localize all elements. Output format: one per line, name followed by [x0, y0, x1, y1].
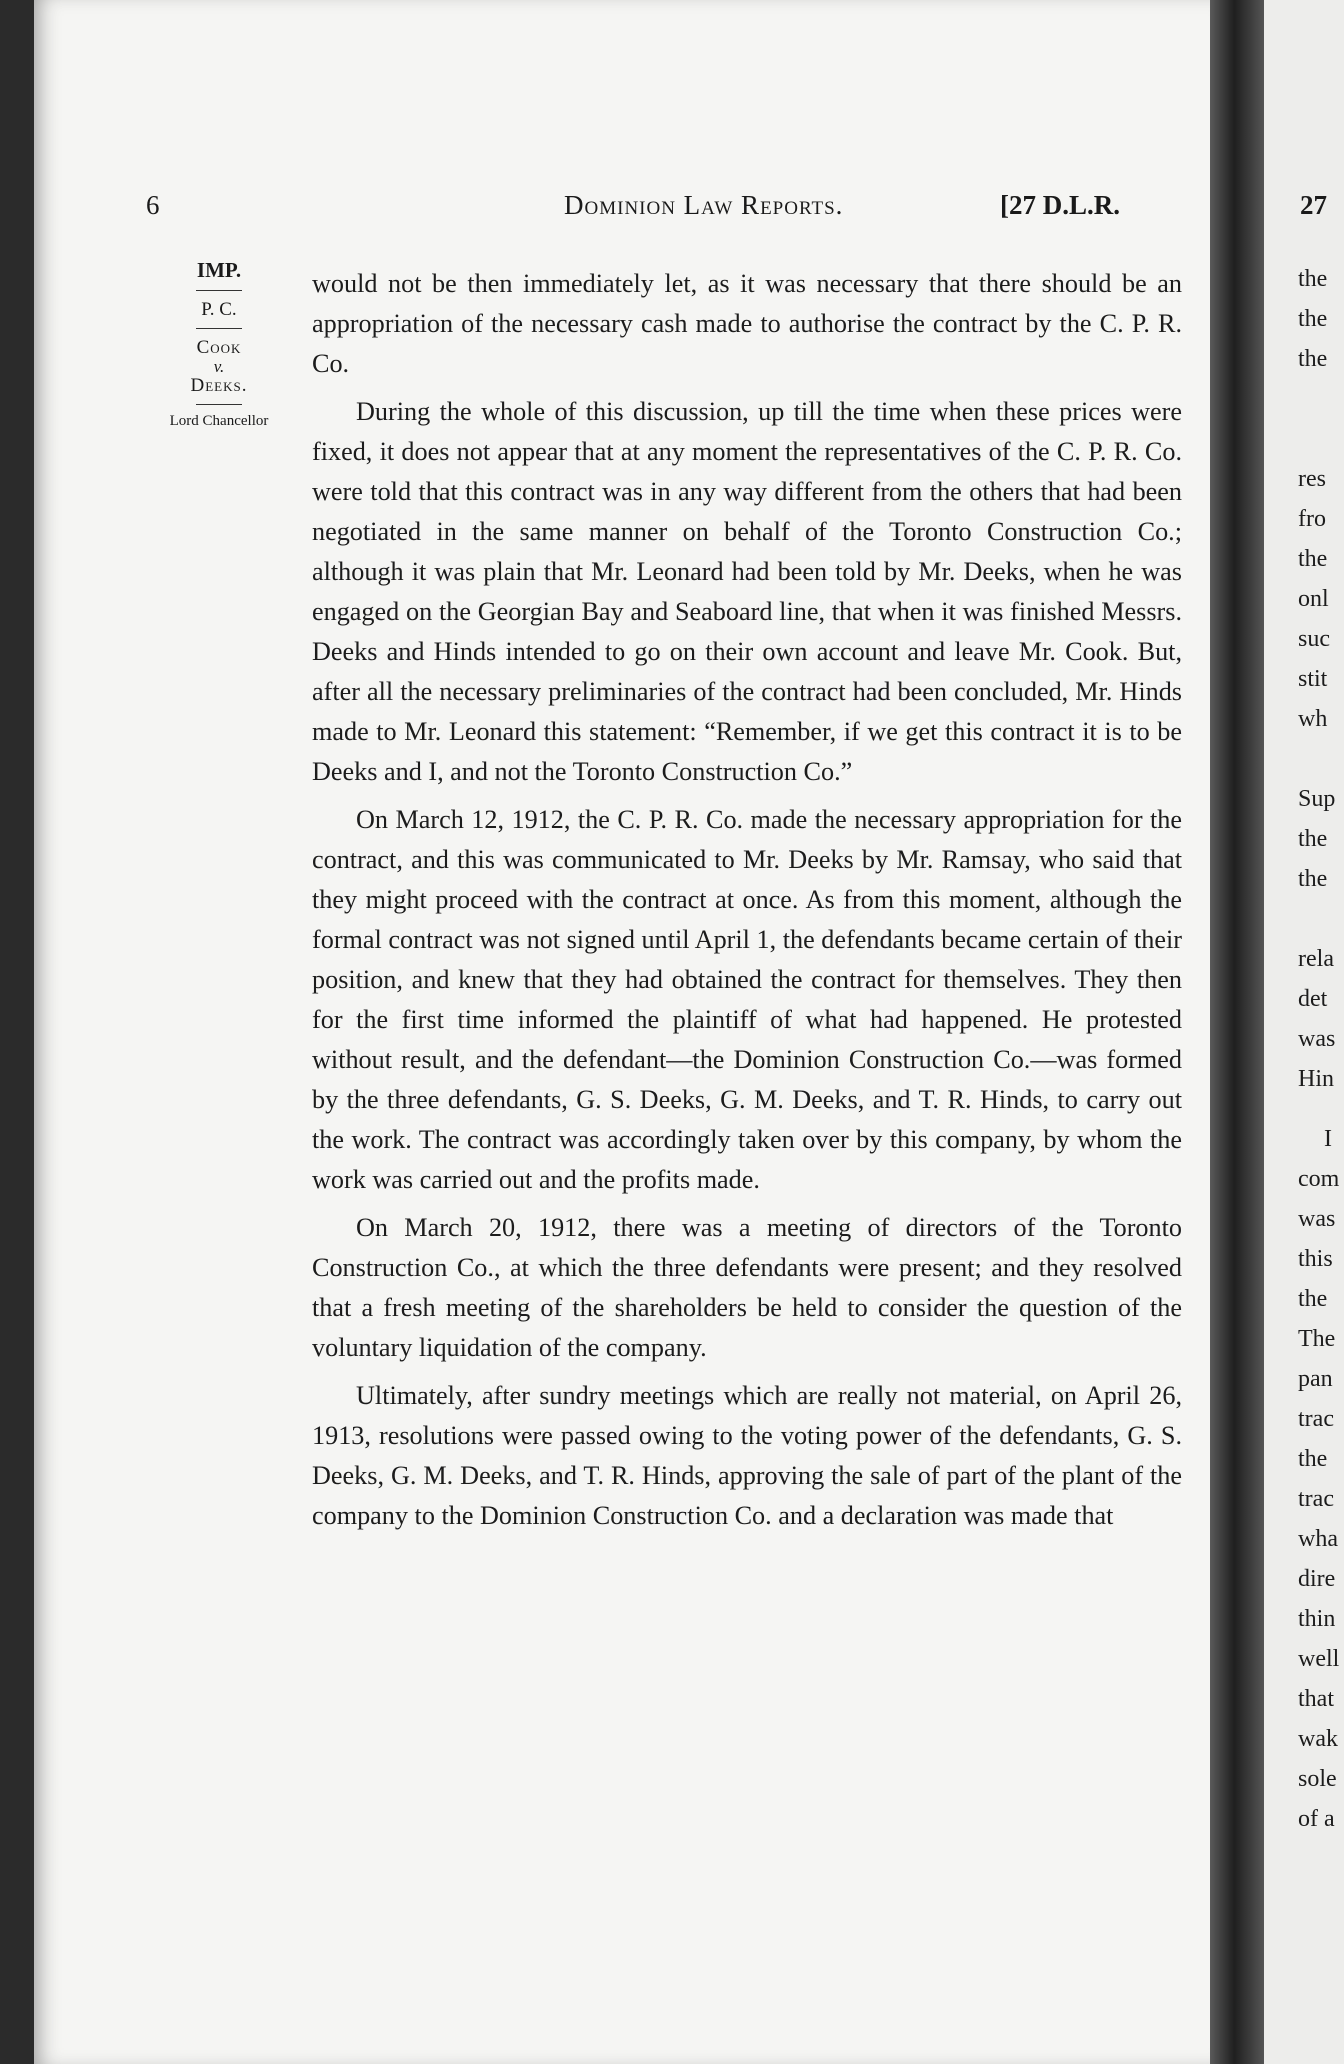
facing-page-line: the — [1298, 306, 1328, 332]
versus: v. — [213, 357, 225, 376]
divider — [196, 328, 242, 329]
facing-page-line: the — [1298, 826, 1328, 852]
facing-page-line: the — [1298, 266, 1328, 292]
paragraph: On March 12, 1912, the C. P. R. Co. made the necessary appropriation for the contract, and this was communicated to Mr. Deeks by Mr. Ramsay, who said that they might proceed with the contract at once. As from this moment, although the formal contract was not signed until April 1, the defendants became certain of their position, and knew that they had obtained the contract for themselves. They then for the first time informed the plaintiff of what had happened. He protested without result, and the defendant—the Dominion Construction Co.—was formed by the three defendants, G. S. Deeks, G. M. Deeks, and T. R. Hinds, to carry out the work. The contract was accordingly taken over by this company, by whom the work was carried out and the profits made. — [312, 805, 1182, 1194]
facing-page-line: this — [1298, 1246, 1333, 1272]
facing-page-head: 27 — [1300, 190, 1327, 220]
body-text — [312, 264, 1182, 1544]
facing-page-line: det — [1298, 986, 1328, 1012]
facing-page-line: the — [1298, 1446, 1328, 1472]
book-gutter — [1210, 0, 1264, 2064]
facing-page-line: sole — [1298, 1766, 1337, 1792]
paragraph: On March 20, 1912, there was a meeting of directors of the Toronto Construction Co., at which the three defendants were present; and they resolved that a fresh meeting of the shareholders be held to consider the question of the voluntary liquidation of the company. — [312, 1213, 1182, 1362]
facing-page-line: well — [1298, 1646, 1340, 1672]
facing-page-line: the — [1298, 546, 1328, 572]
facing-page-line: I — [1324, 1126, 1332, 1152]
facing-page-line: trac — [1298, 1486, 1334, 1512]
facing-page-line: that — [1298, 1686, 1334, 1712]
party-b: Deeks. — [190, 375, 248, 396]
facing-page-line: was — [1298, 1026, 1336, 1052]
margin-notes — [144, 258, 294, 430]
volume-reference: [27 D.L.R. — [1000, 190, 1120, 220]
paragraph: Ultimately, after sundry meetings which are really not material, on April 26, 1913, resolutions were passed owing to the voting power of the defendants, G. S. Deeks, G. M. Deeks, and T. R. Hinds, approving the sale of part of the plant of the company to the Dominion Construction Co. and a declaration was made that — [312, 1381, 1182, 1530]
facing-page-line: Sup — [1298, 786, 1336, 812]
facing-page-line: thin — [1298, 1606, 1336, 1632]
facing-page-line: suc — [1298, 626, 1330, 652]
journal-title: Dominion Law Reports. — [564, 190, 844, 220]
facing-page-line: of a — [1298, 1806, 1335, 1832]
facing-page-line: com — [1298, 1166, 1340, 1192]
facing-page-line: wha — [1298, 1526, 1338, 1552]
divider — [196, 290, 242, 291]
facing-page-line: was — [1298, 1206, 1336, 1232]
court-label: IMP. — [196, 258, 242, 282]
judge-label: Lord Chancellor — [169, 413, 269, 429]
facing-page-line: trac — [1298, 1406, 1334, 1432]
facing-page-line: res — [1298, 466, 1326, 492]
facing-page-line: the — [1298, 1286, 1328, 1312]
divider — [196, 404, 242, 405]
facing-page-line: wak — [1298, 1726, 1338, 1752]
facing-page-line: The — [1298, 1326, 1336, 1352]
facing-page-line: stit — [1298, 666, 1328, 692]
division-label: P. C. — [201, 299, 237, 320]
running-head — [34, 190, 1210, 230]
facing-page-line: rela — [1298, 946, 1334, 972]
facing-page-line: the — [1298, 866, 1328, 892]
facing-page-line: onl — [1298, 586, 1329, 612]
facing-page-line: the — [1298, 346, 1328, 372]
facing-page-line: dire — [1298, 1566, 1336, 1592]
party-a: Cook — [196, 337, 242, 358]
paragraph: During the whole of this discussion, up till the time when these prices were fixed, it does not appear that at any moment the representatives of the C. P. R. Co. were told that this contract was in any way different from the others that had been negotiated in the same manner on behalf of the Toronto Construction Co.; although it was plain that Mr. Leonard had been told by Mr. Deeks, when he was engaged on the Georgian Bay and Seaboard line, that when it was finished Messrs. Deeks and Hinds intended to go on their own account and leave Mr. Cook. But, after all the necessary preliminaries of the contract had been concluded, Mr. Hinds made to Mr. Leonard this statement: “Remember, if we get this contract it is to be Deeks and I, and not the Toronto Construction Co.” — [312, 397, 1182, 786]
book-page — [34, 0, 1210, 2064]
page-number: 6 — [146, 190, 160, 220]
facing-page-line: pan — [1298, 1366, 1333, 1392]
facing-page — [1264, 0, 1344, 2064]
paragraph: would not be then immediately let, as it was necessary that there should be an appropriation of the necessary cash made to authorise the contract by the C. P. R. Co. — [312, 269, 1182, 378]
facing-page-line: Hin — [1298, 1066, 1334, 1092]
facing-page-line: wh — [1298, 706, 1328, 732]
facing-page-line: fro — [1298, 506, 1326, 532]
